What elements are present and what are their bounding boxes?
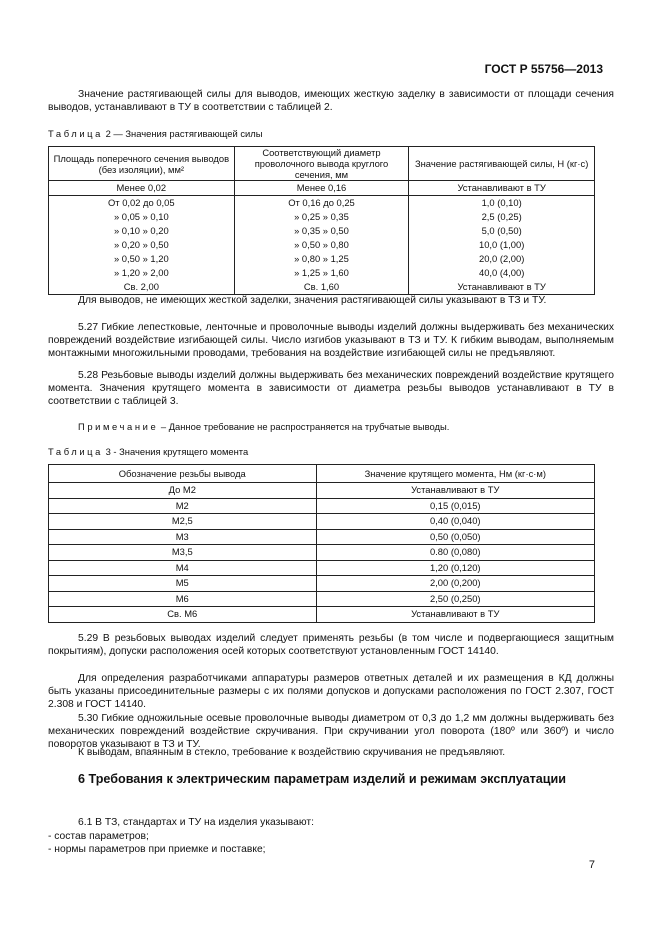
- list-item: - состав параметров;: [48, 831, 149, 842]
- table-cell: От 0,16 до 0,25: [234, 196, 409, 211]
- table-cell: М3,5: [49, 545, 317, 561]
- table-cell: М2: [49, 498, 317, 514]
- table-row: [49, 238, 595, 252]
- table-row: [49, 514, 595, 530]
- table-cell: М3: [49, 529, 317, 545]
- table-cell: Устанавливают в ТУ: [316, 483, 594, 499]
- table-row: [49, 529, 595, 545]
- section-6-heading: 6 Требования к электрическим параметрам изделий и режимам эксплуатации: [78, 772, 567, 786]
- table-cell: М2,5: [49, 514, 317, 530]
- table-cell: От 0,02 до 0,05: [49, 196, 235, 211]
- note-label: Примечание: [78, 421, 159, 432]
- table-row: [49, 196, 595, 211]
- table2-header-force: Значение растягивающей силы, Н (кг·с): [409, 147, 595, 181]
- table-row: [49, 483, 595, 499]
- table-row: [49, 280, 595, 295]
- table-cell: Менее 0,16: [234, 181, 409, 196]
- table-row: [49, 591, 595, 607]
- table2-caption-text: 2 — Значения растягивающей силы: [105, 128, 263, 139]
- table-cell: 1,20 (0,120): [316, 560, 594, 576]
- table2-caption-label: Таблица: [48, 128, 103, 139]
- table-row: [49, 224, 595, 238]
- paragraph-glass-sealed: К выводам, впаянным в стекло, требование к воздействию скручивания не предъявляют.: [78, 747, 506, 758]
- table-cell: М5: [49, 576, 317, 592]
- table-row: [49, 560, 595, 576]
- table-cell: » 0,20 » 0,50: [49, 238, 235, 252]
- intro-paragraph: Значение растягивающей силы для выводов, имеющих жесткую заделку в зависимости от площади сечения выводов, устанавливают в ТУ в соответствии с таблицей 2.: [48, 89, 614, 114]
- table3-caption-label: Таблица: [48, 446, 103, 457]
- table-cell: » 1,25 » 1,60: [234, 266, 409, 280]
- table-cell: » 0,50 » 0,80: [234, 238, 409, 252]
- table-cell: До М2: [49, 483, 317, 499]
- table-row: [49, 266, 595, 280]
- table3-header-thread: Обозначение резьбы вывода: [49, 465, 317, 483]
- table-cell: 0.80 (0,080): [316, 545, 594, 561]
- table-cell: 0,50 (0,050): [316, 529, 594, 545]
- table-cell: Св. М6: [49, 607, 317, 623]
- table-row: [49, 545, 595, 561]
- table-row: [49, 607, 595, 623]
- paragraph-no-rigid-seal: Для выводов, не имеющих жесткой заделки, значения растягивающей силы указывают в ТЗ и ТУ.: [78, 295, 547, 306]
- page-number: 7: [588, 859, 595, 871]
- table-cell: Менее 0,02: [49, 181, 235, 196]
- table-cell: 40,0 (4,00): [409, 266, 595, 280]
- table-3-torque: [48, 464, 595, 623]
- table3-caption: [48, 446, 248, 457]
- table-row: [49, 252, 595, 266]
- table-cell: » 0,80 » 1,25: [234, 252, 409, 266]
- paragraph-design-documentation: Для определения разработчиками аппаратуры размеров ответных деталей и их размещения в КД должны быть указаны присоединительные размеры с их полями допусков и допусками расположения по ГОСТ 2.307, ГОСТ 2.308 и ГОСТ 14140.: [48, 673, 614, 711]
- standard-header: ГОСТ Р 55756—2013: [484, 62, 603, 76]
- table-cell: 20,0 (2,00): [409, 252, 595, 266]
- paragraph-5-29: 5.29 В резьбовых выводах изделий следует применять резьбы (в том числе и подвергающиеся защитным покрытиям), допуски расположения осей которых соответствуют установленным ГОСТ 14140.: [48, 633, 614, 658]
- table-cell: 0,15 (0,015): [316, 498, 594, 514]
- table-cell: Св. 2,00: [49, 280, 235, 295]
- table-cell: Устанавливают в ТУ: [409, 181, 595, 196]
- table-cell: Св. 1,60: [234, 280, 409, 295]
- paragraph-5-30: 5.30 Гибкие одножильные осевые проволочные выводы диаметром от 0,3 до 1,2 мм должны выдерживать без механических повреждений воздействие скручивания. При скручивании угол поворота (180º или 360º) и число поворотов указывают в ТЗ и ТУ.: [48, 713, 614, 751]
- table-cell: Устанавливают в ТУ: [316, 607, 594, 623]
- table-cell: 5,0 (0,50): [409, 224, 595, 238]
- table2-header-area: Площадь поперечного сечения выводов (без изоляции), мм²: [49, 147, 235, 181]
- paragraph-6-1: 6.1 В ТЗ, стандартах и ТУ на изделия указывают:: [78, 817, 314, 828]
- table-cell: 2,5 (0,25): [409, 210, 595, 224]
- table-cell: М4: [49, 560, 317, 576]
- table-cell: 1,0 (0,10): [409, 196, 595, 211]
- table-row: [49, 210, 595, 224]
- table-row: [49, 181, 595, 196]
- table-row: [49, 576, 595, 592]
- table2-caption: [48, 128, 262, 139]
- note: [78, 421, 449, 432]
- table-cell: » 0,10 » 0,20: [49, 224, 235, 238]
- table-cell: » 1,20 » 2,00: [49, 266, 235, 280]
- table-cell: » 0,50 » 1,20: [49, 252, 235, 266]
- table-cell: 10,0 (1,00): [409, 238, 595, 252]
- table3-caption-text: 3 - Значения крутящего момента: [105, 446, 249, 457]
- table-cell: М6: [49, 591, 317, 607]
- list-item: - нормы параметров при приемке и поставке;: [48, 844, 266, 855]
- table-cell: 2,50 (0,250): [316, 591, 594, 607]
- table3-header-torque: Значение крутящего момента, Нм (кг·с·м): [316, 465, 594, 483]
- paragraph-5-28: 5.28 Резьбовые выводы изделий должны выдерживать без механических повреждений воздействие крутящего момента. Значения крутящего момента в зависимости от диаметра резьбы выводов устанавливают в ТУ в соответствии с таблицей 3.: [48, 370, 614, 408]
- table2-header-diameter: Соответствующий диаметр проволочного вывода круглого сечения, мм: [234, 147, 409, 181]
- note-text: – Данное требование не распространяется на трубчатые выводы.: [160, 421, 450, 432]
- table-cell: » 0,35 » 0,50: [234, 224, 409, 238]
- table-cell: » 0,25 » 0,35: [234, 210, 409, 224]
- table-cell: » 0,05 » 0,10: [49, 210, 235, 224]
- paragraph-5-27: 5.27 Гибкие лепестковые, ленточные и проволочные выводы изделий должны выдерживать без механических повреждений воздействие изгибающей силы. Число изгибов указывают в ТЗ и ТУ. К гибким выводам, выполняемым монтажными многожильными проводами, требования на воздействие изгибающей силы не предъявляют.: [48, 322, 614, 360]
- table-cell: Устанавливают в ТУ: [409, 280, 595, 295]
- table-row: [49, 498, 595, 514]
- table-2-tensile-force: [48, 146, 595, 295]
- table-cell: 2,00 (0,200): [316, 576, 594, 592]
- table-cell: 0,40 (0,040): [316, 514, 594, 530]
